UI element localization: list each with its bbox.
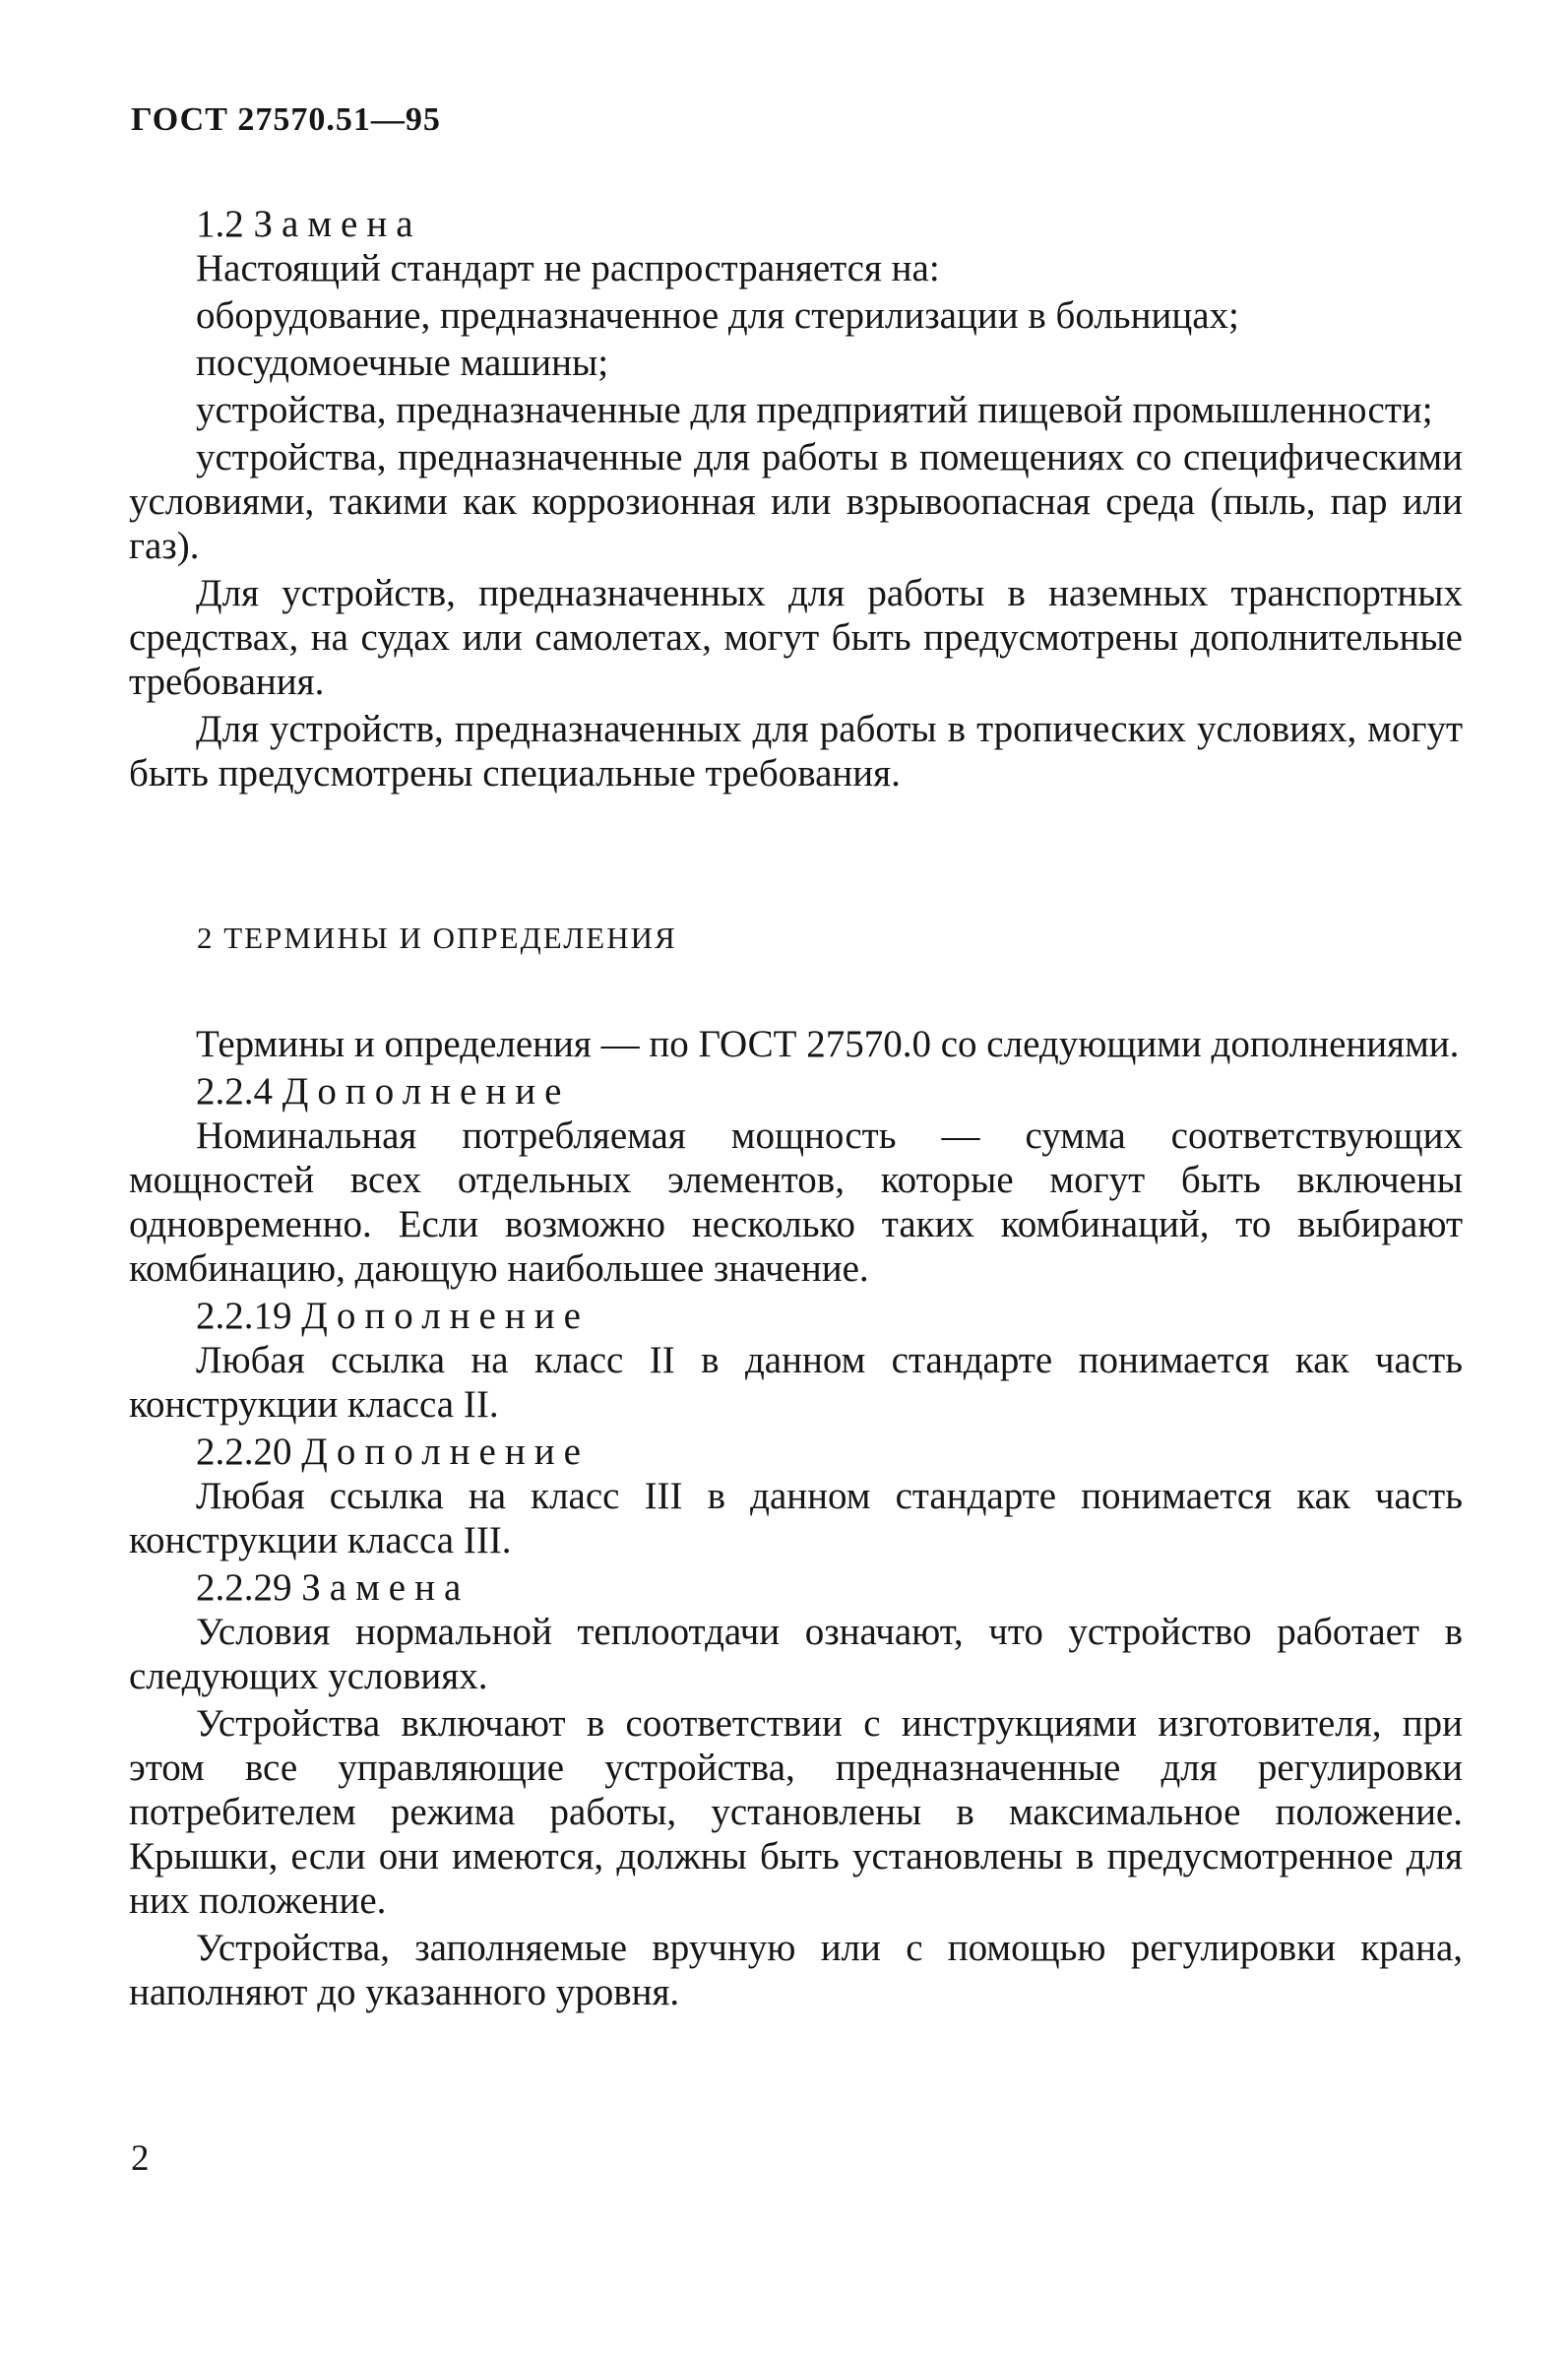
clause-heading xyxy=(129,1069,1463,1113)
paragraph: Любая ссылка на класс III в данном стандарте понимается как часть конструкции класса III. xyxy=(129,1475,1463,1561)
paragraph: Номинальная потребляемая мощность — сумма соответствующих мощностей всех отдельных элементов, которые могут быть включены одновременно. Если возможно несколько таких комбинаций, то выбирают комбинацию, дающую наибольшее значение. xyxy=(129,1114,1463,1290)
paragraph: устройства, предназначенные для работы в помещениях со специфическими условиями, такими как коррозионная или взрывоопасная среда (пыль, пар или газ). xyxy=(129,436,1463,567)
paragraph: Для устройств, предназначенных для работы в наземных транспортных средствах, на судах или самолетах, могут быть предусмотрены дополнительные требования. xyxy=(129,572,1463,703)
running-header: ГОСТ 27570.51—95 xyxy=(131,101,441,138)
clause-number: 2.2.20 xyxy=(196,1431,292,1473)
clause-heading xyxy=(129,202,1463,246)
clause-label: Дополнение xyxy=(282,1070,571,1113)
scope-clause xyxy=(129,202,1463,798)
clause-heading xyxy=(129,1430,1463,1474)
clause-label: Дополнение xyxy=(301,1295,590,1337)
paragraph: Настоящий стандарт не распространяется на: xyxy=(196,247,940,289)
clause-heading xyxy=(129,1565,1463,1610)
clause-label: Дополнение xyxy=(301,1431,590,1473)
section-2-body xyxy=(129,1022,1463,2017)
paragraph: Устройства включают в соответствии с инструкциями изготовителя, при этом все управляющие устройства, предназначенные для регулировки потребителем режима работы, установлены в максимальное положение. Крышки, если они имеются, должны быть установлены в предусмотренное для них положение. xyxy=(129,1702,1463,1922)
clause-label: Замена xyxy=(301,1566,470,1609)
section-intro: Термины и определения — по ГОСТ 27570.0 со следующими дополнениями. xyxy=(196,1023,1460,1065)
paragraph: Условия нормальной теплоотдачи означают, что устройство работает в следующих условиях. xyxy=(129,1611,1463,1697)
paragraph: Устройства, заполняемые вручную или с помощью регулировки крана, наполняют до указанного уровня. xyxy=(129,1927,1463,2013)
page-number: 2 xyxy=(131,2138,150,2179)
paragraph: устройства, предназначенные для предприятий пищевой промышленности; xyxy=(196,389,1433,431)
clause-number: 2.2.19 xyxy=(196,1295,292,1337)
paragraph: оборудование, предназначенное для стерилизации в больницах; xyxy=(196,294,1239,337)
paragraph: Для устройств, предназначенных для работы в тропических условиях, могут быть предусмотрены специальные требования. xyxy=(129,708,1463,795)
clause-number: 2.2.4 xyxy=(196,1070,273,1113)
paragraph: Любая ссылка на класс II в данном стандарте понимается как часть конструкции класса II. xyxy=(129,1339,1463,1426)
clause-heading xyxy=(129,1294,1463,1338)
section-title: 2 ТЕРМИНЫ И ОПРЕДЕЛЕНИЯ xyxy=(197,921,677,955)
clause-number: 1.2 xyxy=(196,203,244,245)
clause-label: Замена xyxy=(253,203,422,245)
paragraph: посудомоечные машины; xyxy=(196,342,609,384)
clause-number: 2.2.29 xyxy=(196,1566,292,1609)
